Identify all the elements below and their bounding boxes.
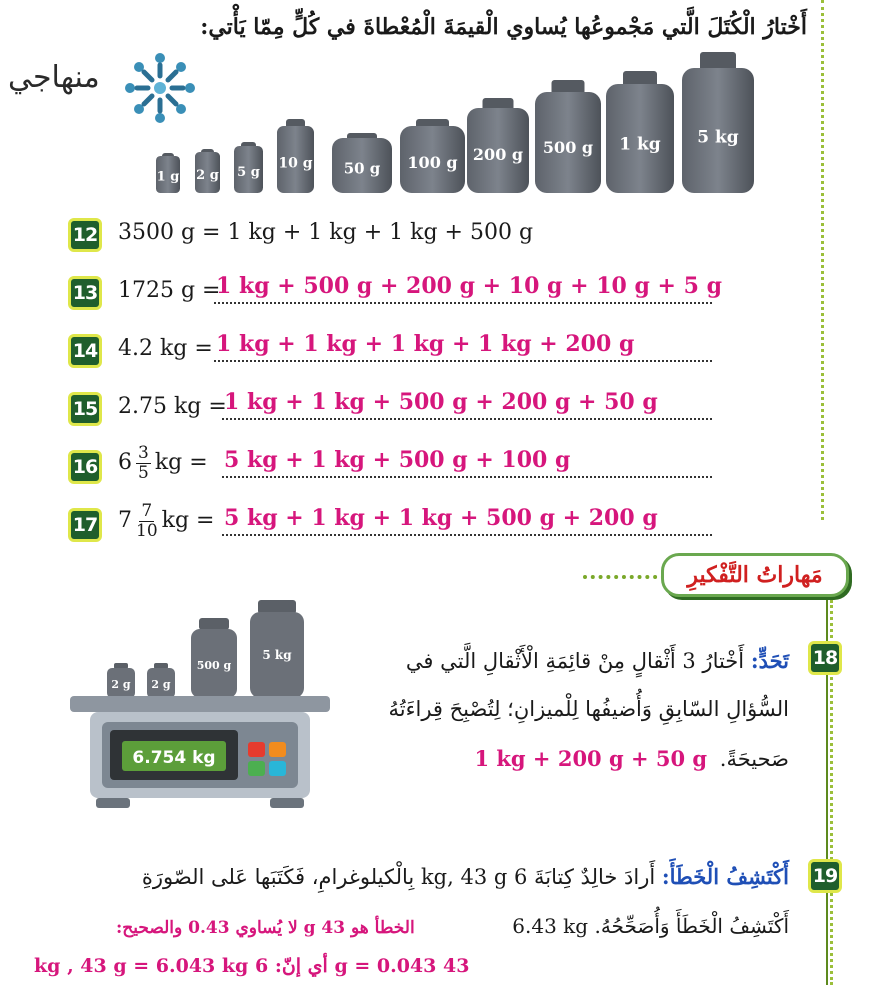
whole-number: 7 (118, 508, 132, 534)
question-16-prompt (118, 444, 208, 482)
scale-weight-3-label: 500 g (196, 659, 232, 672)
question-number-18: 18 (808, 641, 842, 675)
question-number-16: 16 (68, 450, 102, 484)
answer-line-13 (214, 302, 712, 304)
scale-weight-2-label: 2 g (151, 678, 171, 691)
answer-16: 5 kg + 1 kg + 500 g + 100 g (224, 447, 571, 473)
question-number-13: 13 (68, 276, 102, 310)
q19-wrong-value: 6.43 kg (512, 914, 589, 938)
q19-keyword: أَكْتَشِفُ الْخَطَأَ: (661, 864, 789, 889)
q19-text1: أَرادَ خالِدٌ كِتابَةَ 6 kg, 43 g بِالْكيلوغرامِ، فَكَتَبَها عَلى الصّورَةِ (141, 865, 656, 889)
q19-line2 (512, 914, 789, 938)
q19-answer-line1: الخطأ هو 43 g لا يُساوي 0.43 والصحيح: (116, 918, 415, 938)
scale-weight-1-label: 2 g (111, 678, 131, 691)
unit-equals: kg = (154, 450, 208, 476)
question-number-17: 17 (68, 508, 102, 542)
fraction: $\frac{3}{5}$ (138, 443, 149, 483)
question-number-14: 14 (68, 334, 102, 368)
question-12-prompt: 3500 g = 1 kg + 1 kg + 1 kg + 500 g (118, 220, 534, 245)
q18-text3: صَحيحَةً. (719, 747, 789, 771)
question-13-prompt: 1725 g = (118, 278, 221, 303)
scale-button-green (248, 761, 265, 776)
scale-weight-4-label: 5 kg (262, 648, 292, 662)
weight-label-5: 100 g (407, 153, 458, 173)
q19-text2: أَكْتَشِفُ الْخَطَأَ وَأُصَحِّحُهُ. (594, 914, 789, 938)
badge-dotted-line (583, 575, 665, 579)
q19-line1 (142, 864, 789, 889)
q18-keyword: تَحَدٍّ: (750, 648, 789, 673)
answer-14: 1 kg + 1 kg + 1 kg + 1 kg + 200 g (216, 331, 635, 357)
q18-answer: 1 kg + 200 g + 50 g (474, 746, 708, 771)
q18-line2: السُّؤالِ السّابِقِ وَأُضيفُها لِلْميزانِ؛ لِتُصْبِحَ قِراءَتُهُ (388, 697, 789, 721)
q18-text1: أَخْتارُ 3 أَثْقالٍ مِنْ قائِمَةِ الْأَثْقالِ الَّتي في (405, 649, 745, 673)
answer-line-16 (222, 476, 712, 478)
weight-label-6: 200 g (472, 145, 524, 165)
whole-number: 6 (118, 450, 132, 476)
weight-label-4: 50 g (343, 159, 381, 178)
answer-line-17 (222, 534, 712, 536)
answer-line-15 (222, 418, 712, 420)
weights-illustration (0, 0, 877, 200)
page-title: أَخْتارُ الْكُتَلَ الَّتي مَجْموعُها يُساوي الْقيمَةَ الْمُعْطاةَ في كُلٍّ مِمّا يَأْتي: (200, 14, 807, 40)
answer-15: 1 kg + 1 kg + 500 g + 200 g + 50 g (224, 389, 658, 415)
thinking-skills-badge: مَهاراتُ التَّفْكيرِ (661, 553, 849, 597)
scale-button-red (248, 742, 265, 757)
weight-label-8: 1 kg (619, 134, 661, 155)
question-number-12: 12 (68, 218, 102, 252)
weight-label-2: 5 g (237, 165, 260, 181)
question-14-prompt: 4.2 kg = (118, 336, 213, 361)
scale-platform (70, 696, 330, 712)
question-number-15: 15 (68, 392, 102, 426)
scale-button-orange (269, 742, 286, 757)
answer-line-14 (214, 360, 712, 362)
question-17-prompt (118, 502, 214, 540)
weight-label-7: 500 g (542, 137, 594, 157)
weight-label-3: 10 g (278, 155, 313, 172)
question-15-prompt: 2.75 kg = (118, 394, 227, 419)
q19-answer-line2: 43 g = 0.043 أي إنّ: 6 kg , 43 g = 6.043 kg (34, 955, 470, 977)
weight-label-1: 2 g (196, 167, 219, 183)
unit-equals: kg = (161, 508, 215, 534)
q18-line3 (474, 746, 789, 771)
scale-button-blue (269, 761, 286, 776)
scale-illustration (66, 596, 336, 816)
weight-label-0: 1 g (156, 169, 180, 185)
weight-label-9: 5 kg (697, 127, 739, 148)
logo-text: منهاجي (8, 60, 100, 95)
fraction: $\frac{7}{10}$ (136, 501, 158, 541)
answer-13: 1 kg + 500 g + 200 g + 10 g + 10 g + 5 g (216, 273, 722, 299)
scale-display-text: 6.754 kg (132, 748, 216, 768)
q18-line1 (406, 648, 789, 673)
answer-17: 5 kg + 1 kg + 1 kg + 500 g + 200 g (224, 505, 658, 531)
question-number-19: 19 (808, 859, 842, 893)
